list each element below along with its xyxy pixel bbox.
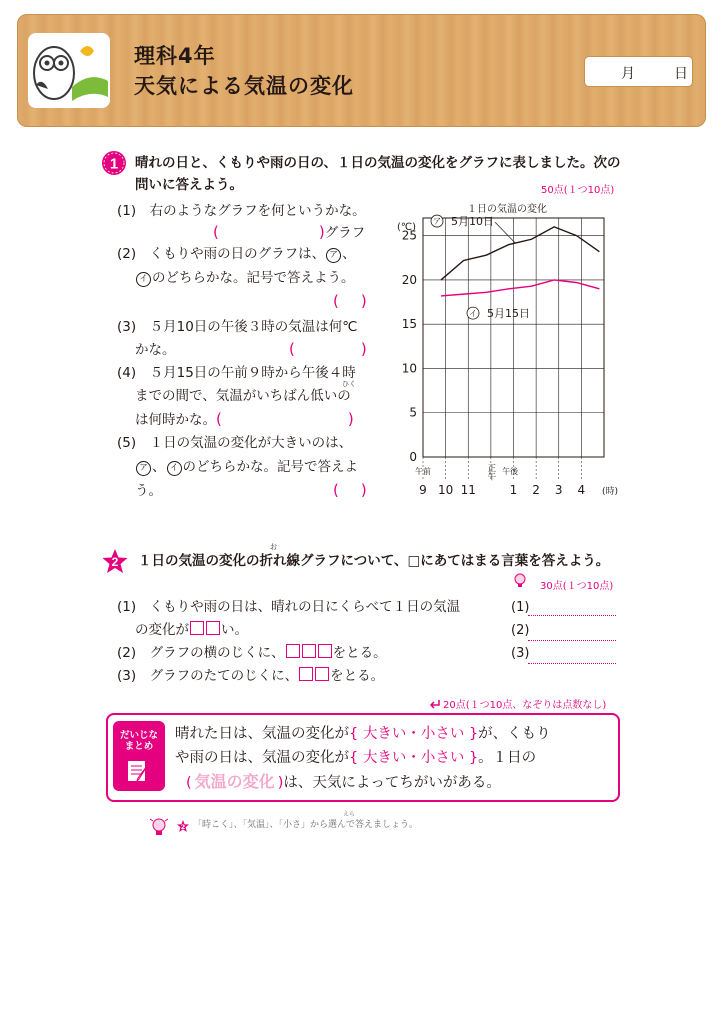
q1-answer4[interactable]: ( — [216, 410, 222, 428]
q2-number: 2 — [111, 555, 119, 569]
y-tick-label: 10 — [401, 361, 417, 376]
series-line-2 — [441, 280, 599, 296]
q1-item3-line1: (3) ５月10日の午後３時の気温は何℃ — [117, 319, 358, 335]
summary-choice2[interactable]: { 大きい・小さい } — [349, 750, 479, 766]
summary-tag-line2: まとめ — [124, 741, 154, 752]
q1-item3-line2: かな。 — [135, 342, 176, 358]
lightbulb-icon — [511, 571, 529, 593]
q1-intro-line1: 晴れの日と、くもりや雨の日の、１日の気温の変化をグラフに表しました。次の — [135, 155, 621, 171]
date-box[interactable] — [585, 57, 692, 86]
q1-item4-line1: (4) ５月15日の午前９時から午後４時 — [117, 365, 356, 381]
series-name-label: 5月10日 — [451, 215, 494, 229]
q2-item1-line2: の変化が い。 — [135, 622, 248, 638]
hint-text: 「時こく」、「気温」、「小さ」から選んで答えましょう。 — [193, 820, 419, 830]
answer-box — [302, 644, 316, 658]
circle-i-icon: イ — [167, 461, 182, 476]
q1-answer1-suffix: グラフ — [324, 225, 366, 241]
q1-item5-line1: (5) １日の気温の変化が大きいのは、 — [117, 435, 353, 451]
q1-item4-line3: は何時かな。( ) — [135, 410, 354, 428]
q1-answer2[interactable]: ( ) — [333, 292, 367, 310]
q1-item5-line3: う。 — [135, 483, 162, 499]
circle-a-icon: ア — [136, 461, 151, 476]
summary-line1: 晴れた日は、気温の変化が{ 大きい・小さい }が、くもり — [175, 726, 551, 742]
q2-answer-label-3: (3) — [511, 646, 530, 661]
day-label: 日 — [674, 66, 688, 82]
answer-box — [299, 667, 313, 681]
q1-answer3[interactable]: ( ) — [289, 340, 367, 358]
x-group-noon: 正午 — [485, 463, 496, 481]
q2-intro-ruby: お — [270, 543, 277, 551]
page-title: 天気による気温の変化 — [134, 74, 354, 98]
x-tick-label: 1 — [509, 483, 518, 497]
q2-item2: (2) グラフの横のじくに、 をとる。 — [117, 645, 387, 661]
summary-points: 20点(１つ10点、なぞりは点数なし) — [443, 700, 607, 711]
q2-points: 30点(１つ10点) — [540, 581, 614, 592]
memo-pencil-icon — [125, 757, 153, 789]
q2-answer-line-1[interactable] — [528, 614, 616, 616]
q1-item2-line1: (2) くもりや雨の日のグラフは、 ア 、 — [117, 246, 356, 262]
owl-book-logo-icon — [28, 33, 110, 108]
y-tick-label: 20 — [401, 272, 417, 287]
circle-a-icon: ア — [326, 248, 341, 263]
summary-tag — [113, 721, 165, 791]
q1-item4-line2: までの間で、気温がいちばん低いの — [135, 388, 351, 404]
answer-box — [206, 621, 220, 635]
q1-points: 50点(１つ10点) — [541, 185, 615, 196]
answer-box — [315, 667, 329, 681]
series-marker-label: ア — [433, 217, 441, 227]
series-line-1 — [441, 227, 599, 280]
x-tick-label: 11 — [460, 483, 476, 497]
q2-intro: １日の気温の変化の折れ線グラフについて、□にあてはまる言葉を答えよう。 — [138, 553, 610, 569]
answer-box — [190, 621, 204, 635]
series-leader-line — [495, 222, 515, 243]
temperature-line-chart — [395, 198, 619, 503]
q1-item4-ruby: ひく — [342, 380, 356, 388]
x-tick-label: 2 — [532, 483, 540, 497]
x-tick-label: 3 — [554, 483, 563, 497]
circle-i-icon: イ — [136, 272, 151, 287]
summary-trace-text[interactable]: 気温の変化 — [194, 772, 275, 791]
q2-answer-label-2: (2) — [511, 623, 530, 638]
q1-item1: (1) 右のようなグラフを何というかな。 — [117, 203, 366, 219]
q2-item1-line1: (1) くもりや雨の日は、晴れの日にくらべて１日の気温 — [117, 599, 461, 615]
summary-line2: や雨の日は、気温の変化が{ 大きい・小さい }。１日の — [175, 750, 537, 766]
x-group-pm: 午後 — [502, 467, 519, 476]
svg-text:2: 2 — [180, 823, 186, 831]
subject-title: 理科4年 — [134, 44, 216, 68]
summary-line3: ( 気温の変化 )は、天気によってちがいがある。 — [186, 772, 501, 791]
q2-item3: (3) グラフのたてのじくに、 をとる。 — [117, 668, 385, 684]
q1-item5-line2: ア 、 イ のどちらかな。記号で答えよ — [135, 458, 358, 476]
question-number-badge — [101, 150, 127, 176]
chart-ylabel: (℃) — [397, 222, 417, 233]
chart-title: １日の気温の変化 — [467, 204, 547, 215]
q1-answer5[interactable]: ( ) — [333, 481, 367, 499]
summary-choice1[interactable]: { 大きい・小さい } — [349, 726, 479, 742]
hint-lightbulb-icon — [148, 815, 170, 843]
x-group-am: 午前 — [415, 467, 431, 476]
series-marker-label: イ — [469, 309, 477, 319]
y-tick-label: 0 — [409, 450, 417, 464]
month-label: 月 — [621, 66, 635, 82]
q2-answer-line-3[interactable] — [528, 662, 616, 664]
answer-box — [318, 644, 332, 658]
q1-answer1[interactable]: ( )グラフ — [213, 223, 366, 241]
hint-number-badge — [177, 817, 189, 836]
q2-answer-line-2[interactable] — [528, 639, 616, 641]
summary-tag-line1: だいじな — [119, 730, 158, 741]
q2-answer-label-1: (1) — [511, 600, 530, 615]
q1-intro-line2: 問いに答えよう。 — [135, 177, 243, 193]
y-tick-label: 25 — [401, 228, 417, 243]
hint-ruby: えら — [343, 811, 356, 818]
x-tick-label: 9 — [419, 483, 427, 497]
series-name-label: 5月15日 — [487, 307, 530, 321]
y-tick-label: 5 — [409, 405, 417, 420]
answer-box — [286, 644, 300, 658]
q1-number: 1 — [109, 155, 119, 173]
x-axis-unit: (時) — [602, 487, 619, 497]
q1-item2-line2: イ のどちらかな。記号で答えよう。 — [135, 269, 355, 287]
y-tick-label: 15 — [401, 317, 417, 332]
x-tick-label: 10 — [437, 483, 454, 497]
x-tick-label: 4 — [577, 483, 586, 497]
question-number-star-badge — [102, 548, 128, 574]
